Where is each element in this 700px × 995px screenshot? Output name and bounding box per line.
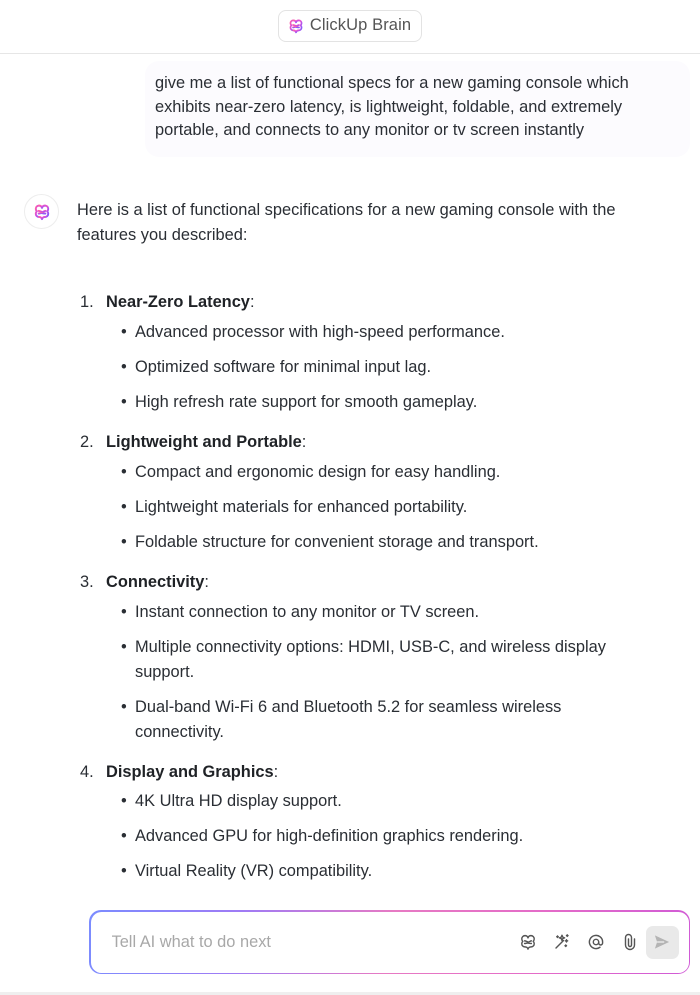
bullet-icon: • xyxy=(121,698,127,716)
ai-response-intro: Here is a list of functional specifications for a new gaming console with the features you described: xyxy=(77,201,616,244)
section-number: 1. xyxy=(80,293,94,311)
section-heading xyxy=(80,761,278,783)
bullet-icon: • xyxy=(121,792,127,810)
ai-prompt-input[interactable] xyxy=(112,933,518,952)
mention-icon xyxy=(587,933,605,951)
section-title: Lightweight and Portable xyxy=(106,433,302,451)
user-message: give me a list of functional specs for a new gaming console which exhibits near-zero latency, is lightweight, foldable, and extremely portable, and connects to any monitor or tv screen instantly xyxy=(145,61,690,157)
bullet-icon: • xyxy=(121,323,127,341)
list-item: • Advanced processor with high-speed performance. xyxy=(121,320,641,345)
list-item: • Foldable structure for convenient storage and transport. xyxy=(121,530,641,555)
list-item: • Dual-band Wi-Fi 6 and Bluetooth 5.2 for seamless wireless connectivity. xyxy=(121,695,641,745)
composer xyxy=(89,910,690,974)
header xyxy=(0,0,700,54)
list-item: • Instant connection to any monitor or TV screen. xyxy=(121,600,641,625)
section-number: 2. xyxy=(80,433,94,451)
list-item: • Multiple connectivity options: HDMI, USB-C, and wireless display support. xyxy=(121,635,641,685)
list-item: • Virtual Reality (VR) compatibility. xyxy=(121,859,641,884)
list-item: • Advanced GPU for high-definition graphics rendering. xyxy=(121,824,641,849)
clickup-brain-icon xyxy=(33,203,51,221)
list-item: • Optimized software for minimal input lag. xyxy=(121,355,641,380)
bullet-icon: • xyxy=(121,463,127,481)
section-number: 3. xyxy=(80,573,94,591)
brain-icon xyxy=(519,933,537,951)
attachment-icon xyxy=(621,933,639,951)
brain-button[interactable] xyxy=(518,932,538,952)
bullet-icon: • xyxy=(121,358,127,376)
section-colon: : xyxy=(273,763,279,781)
bullet-icon: • xyxy=(121,393,127,411)
app-title: ClickUp Brain xyxy=(309,16,412,34)
section-number: 4. xyxy=(80,763,94,781)
section-title: Near-Zero Latency xyxy=(106,293,250,311)
bullet-icon: • xyxy=(121,603,127,621)
section-colon: : xyxy=(249,293,255,311)
bullet-icon: • xyxy=(121,638,127,656)
list-item: • 4K Ultra HD display support. xyxy=(121,789,641,814)
mention-button[interactable] xyxy=(586,932,606,952)
section-heading xyxy=(80,431,306,453)
section-colon: : xyxy=(301,433,307,451)
send-button[interactable] xyxy=(646,926,679,959)
bullet-icon: • xyxy=(121,533,127,551)
send-icon xyxy=(653,934,671,950)
list-item: • High refresh rate support for smooth gameplay. xyxy=(121,390,641,415)
magic-wand-icon xyxy=(553,933,571,951)
section-heading xyxy=(80,291,255,313)
section-heading xyxy=(80,571,209,593)
bullet-icon: • xyxy=(121,498,127,516)
section-colon: : xyxy=(204,573,209,591)
ai-actions-button[interactable] xyxy=(552,932,572,952)
section-title: Display and Graphics xyxy=(106,763,274,781)
ai-avatar xyxy=(24,194,59,229)
attach-button[interactable] xyxy=(620,932,640,952)
clickup-brain-icon xyxy=(288,18,304,34)
section-title: Connectivity xyxy=(106,573,205,591)
bullet-icon: • xyxy=(121,862,127,880)
composer-tools xyxy=(518,932,640,952)
clickup-brain-button[interactable] xyxy=(278,10,422,42)
list-item: • Lightweight materials for enhanced portability. xyxy=(121,495,641,520)
bullet-icon: • xyxy=(121,827,127,845)
list-item: • Compact and ergonomic design for easy handling. xyxy=(121,460,641,485)
